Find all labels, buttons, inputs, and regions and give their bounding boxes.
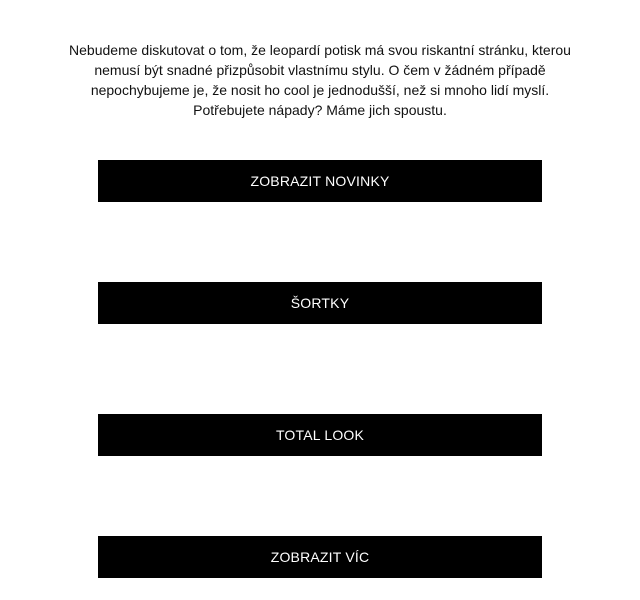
show-more-button[interactable] xyxy=(98,536,542,578)
show-news-button[interactable] xyxy=(98,160,542,202)
total-look-button-label: TOTAL LOOK xyxy=(275,427,365,443)
show-news-button-label: ZOBRAZIT NOVINKY xyxy=(250,173,390,189)
total-look-button[interactable] xyxy=(98,414,542,456)
intro-paragraph: Nebudeme diskutovat o tom, že leopardí potisk má svou riskantní stránku, kterou nemusí být snadné přizpůsobit vlastnímu stylu. O čem v žádném případě nepochybujeme je, že nosit ho cool je jednodušší, než si mnoho lidí myslí. Potřebujete nápady? Máme jich spoustu. xyxy=(69,42,571,118)
shorts-button-label: ŠORTKY xyxy=(290,295,350,311)
show-more-button-label: ZOBRAZIT VÍC xyxy=(270,549,370,565)
shorts-button[interactable] xyxy=(98,282,542,324)
